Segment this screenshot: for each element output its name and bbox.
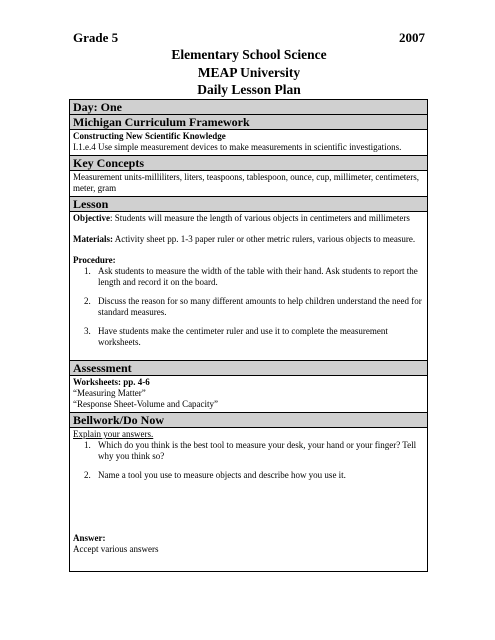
procedure-label: Procedure:: [73, 255, 116, 265]
grade-label: Grade 5: [73, 30, 119, 45]
lesson-cell: [70, 211, 427, 360]
assessment-heading: Assessment: [70, 360, 427, 375]
day-heading: Day: One: [70, 100, 427, 114]
bellwork-heading: Bellwork/Do Now: [70, 412, 427, 427]
list-item: 2. Discuss the reason for so many different amounts to help children understand the need for standard measures.: [84, 296, 422, 317]
bellwork-questions: [73, 440, 424, 481]
list-item: 2. Name a tool you use to measure objects and describe how you use it.: [84, 470, 346, 480]
answer-label: Answer:: [73, 533, 106, 543]
objective: [73, 213, 424, 224]
list-item: 3. Have students make the centimeter ruler and use it to complete the measurement worksheets.: [84, 326, 388, 347]
objective-text: : Students will measure the length of various objects in centimeters and millimeters: [109, 213, 410, 223]
year-label: 2007: [399, 30, 425, 45]
assessment-item-1: “Measuring Matter”: [73, 388, 146, 398]
list-item: 1. Ask students to measure the width of the table with their hand. Ask students to report the length and record it on the board.: [84, 266, 418, 287]
bellwork-cell: [70, 427, 427, 571]
lesson-plan-table: [69, 99, 428, 572]
framework-heading: Michigan Curriculum Framework: [70, 114, 427, 129]
document-title: [73, 46, 425, 99]
key-concepts-cell: [70, 170, 427, 196]
assessment-item-2: “Response Sheet-Volume and Capacity”: [73, 399, 219, 409]
key-concepts-text: Measurement units-milliliters, liters, teaspoons, tablespoon, ounce, cup, millimeter, centimeters, meter, gram: [73, 172, 420, 193]
materials: [73, 234, 424, 245]
framework-standard: I.1.e.4 Use simple measurement devices to make measurements in scientific investigations.: [73, 142, 402, 152]
header-line: [73, 30, 425, 46]
list-item: 1. Which do you think is the best tool to measure your desk, your hand or your finger? Tell why you think so?: [84, 440, 417, 461]
title-line-1: Elementary School Science: [171, 47, 327, 62]
title-line-2: MEAP University: [197, 64, 301, 80]
materials-text: Activity sheet pp. 1-3 paper ruler or other metric rulers, various objects to measure.: [112, 234, 416, 244]
assessment-cell: [70, 375, 427, 412]
framework-subheading: Constructing New Scientific Knowledge: [73, 131, 226, 141]
objective-label: Objective: [73, 213, 110, 223]
lesson-heading: Lesson: [70, 196, 427, 211]
materials-label: Materials:: [73, 234, 113, 244]
framework-cell: [70, 129, 427, 155]
title-line-3: Daily Lesson Plan: [197, 82, 301, 97]
worksheets-label: Worksheets: pp. 4-6: [73, 377, 150, 387]
bellwork-instruction: Explain your answers.: [73, 429, 154, 439]
procedure-list: [73, 266, 424, 348]
answer-text: Accept various answers: [73, 544, 159, 554]
key-concepts-heading: Key Concepts: [70, 155, 427, 170]
